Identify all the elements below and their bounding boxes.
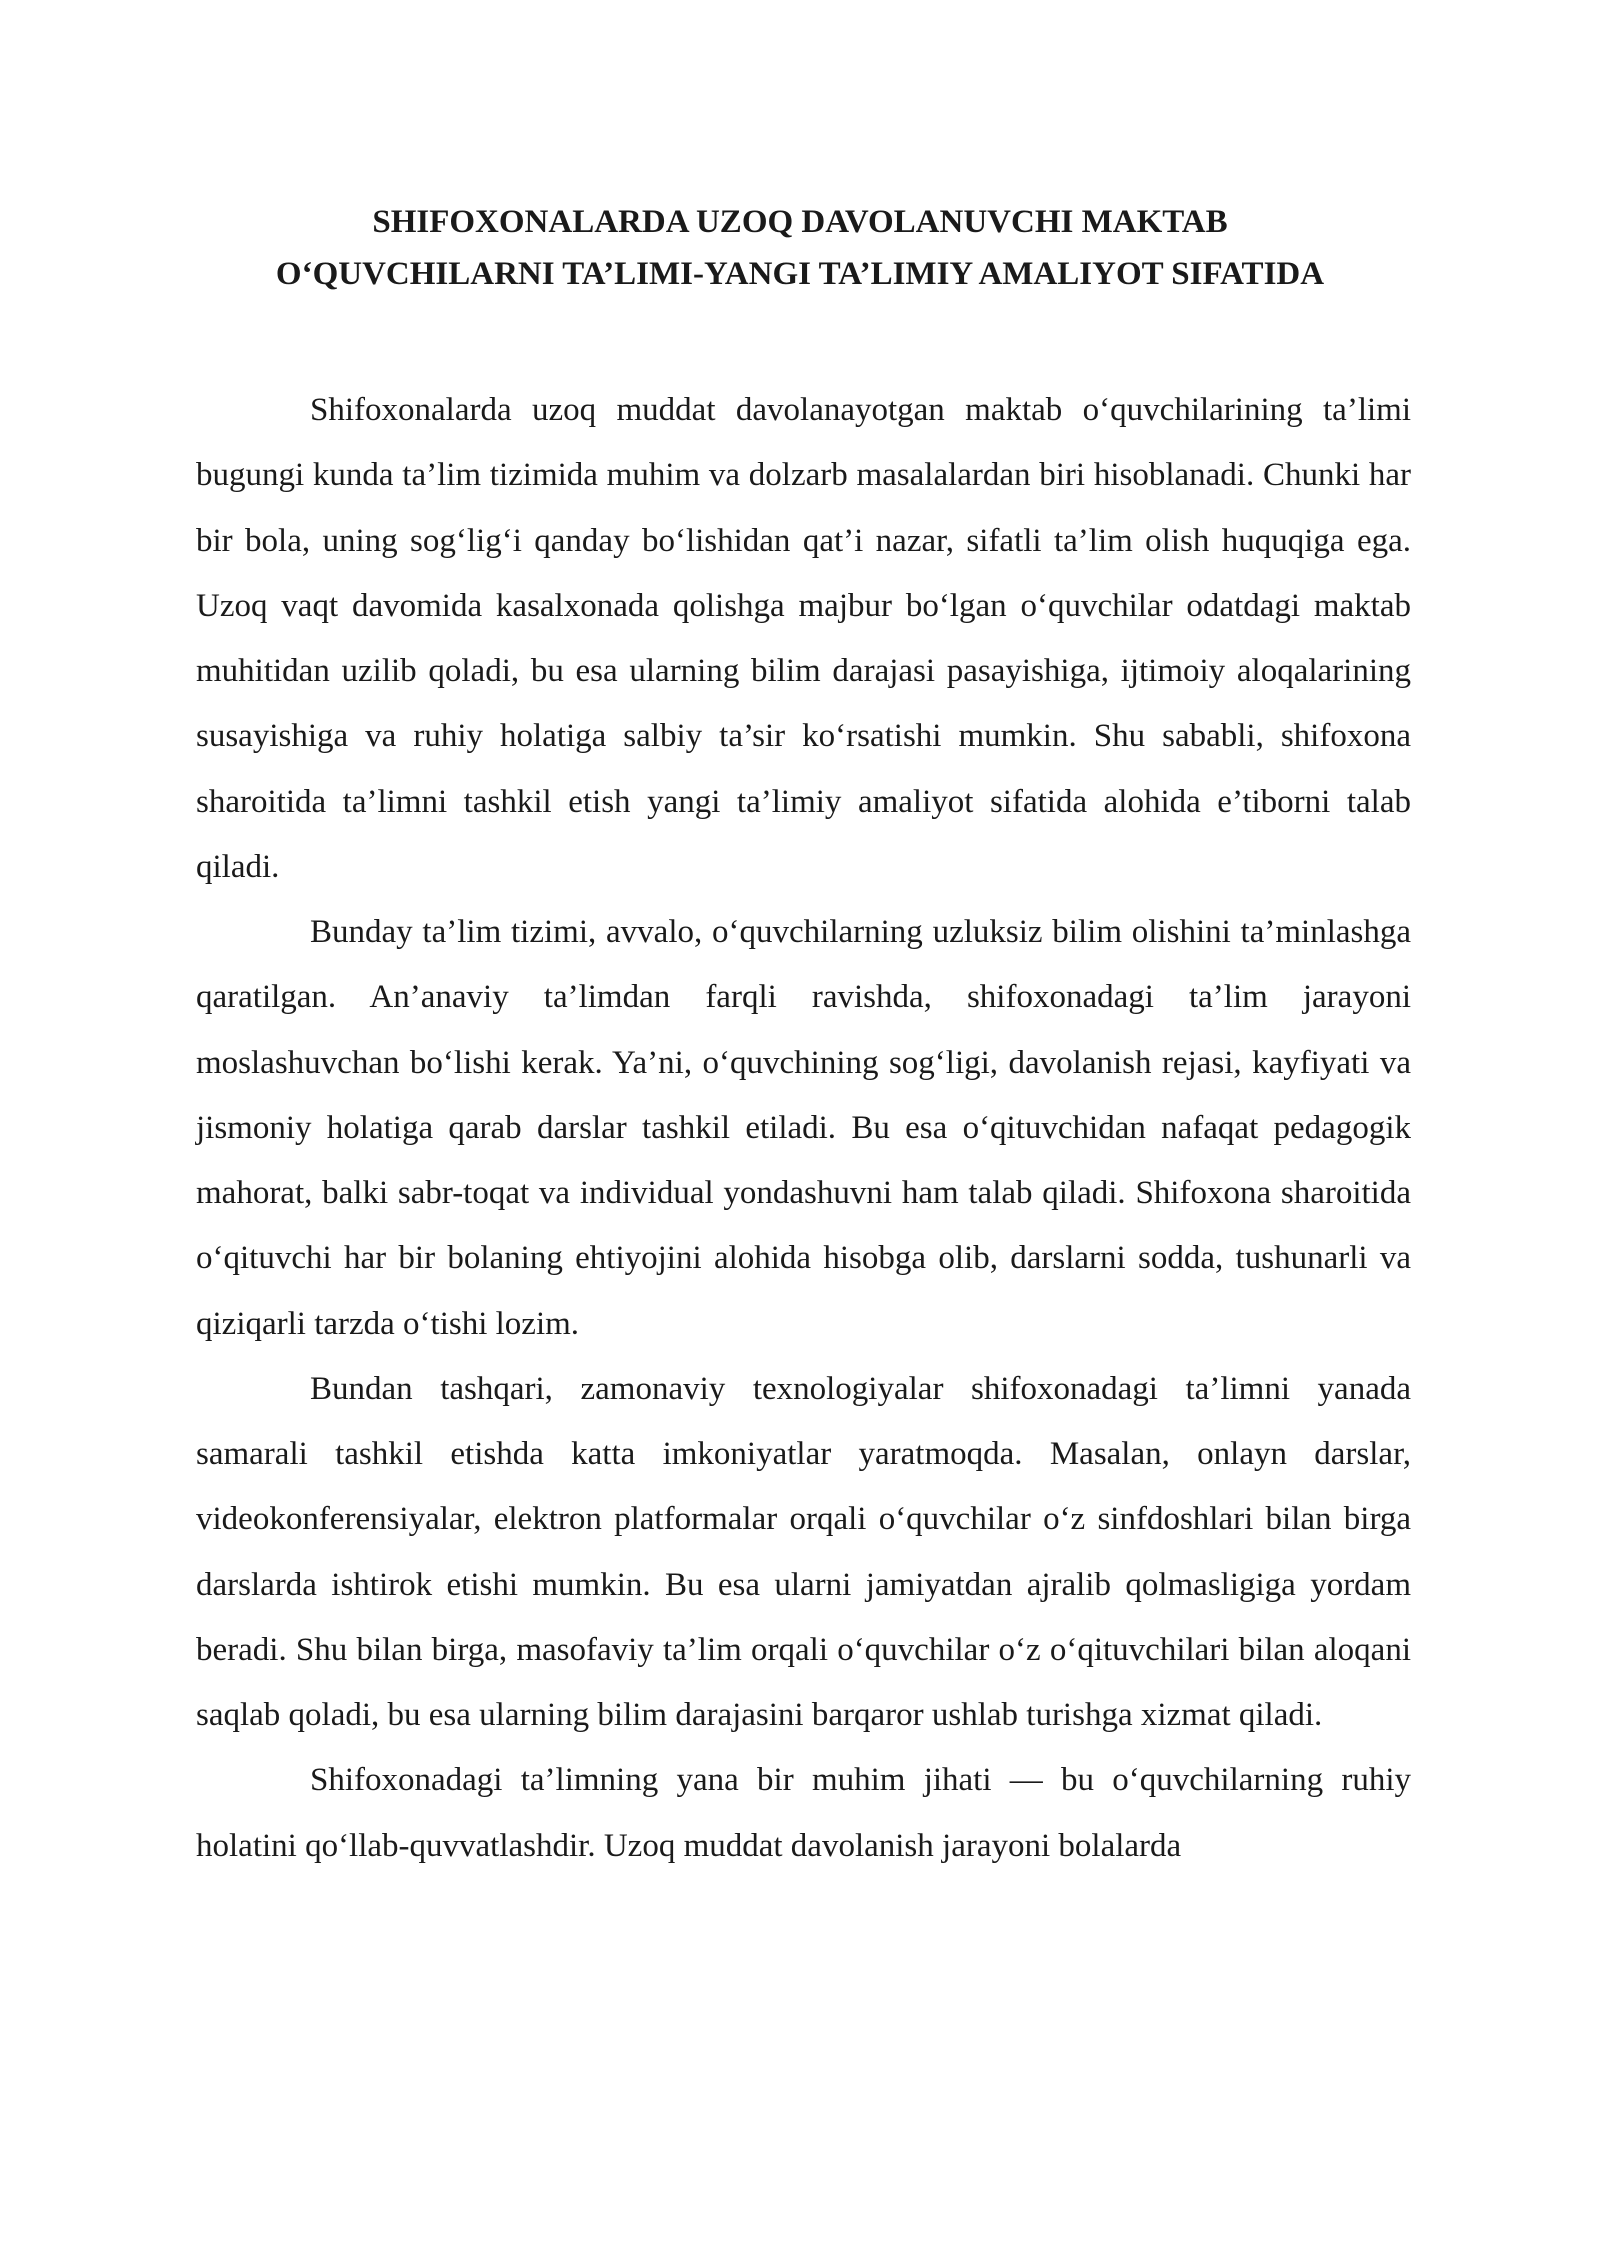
paragraph-4: Shifoxonadagi ta’limning yana bir muhim jihati — bu o‘quvchilarning ruhiy holatini qo‘llab-quvvatlashdir. Uzoq muddat davolanish jarayoni bolalarda <box>196 1762 1411 1864</box>
paragraph-2: Bunday ta’lim tizimi, avvalo, o‘quvchilarning uzluksiz bilim olishini ta’minlashga qaratilgan. An’anaviy ta’limdan farqli ravishda, shifoxonadagi ta’lim jarayoni moslashuvchan bo‘lishi kerak. Ya’ni, o‘quvchining sog‘ligi, davolanish rejasi, kayfiyati va jismoniy holatiga qarab darslar tashkil etiladi. Bu esa o‘qituvchidan nafaqat pedagogik mahorat, balki sabr-toqat va individual yondashuvni ham talab qiladi. Shifoxona sharoitida o‘qituvchi har bir bolaning ehtiyojini alohida hisobga olib, darslarni sodda, tushunarli va qiziqarli tarzda o‘tishi lozim. <box>196 914 1411 1342</box>
document-title <box>150 196 1450 300</box>
title-line-2: O‘QUVCHILARNI TA’LIMI-YANGI TA’LIMIY AMALIYOT SIFATIDA <box>275 256 1325 292</box>
paragraph-3: Bundan tashqari, zamonaviy texnologiyalar shifoxonadagi ta’limni yanada samarali tashkil etishda katta imkoniyatlar yaratmoqda. Masalan, onlayn darslar, videokonferensiyalar, elektron platformalar orqali o‘quvchilar o‘z sinfdoshlari bilan birga darslarda ishtirok etishi mumkin. Bu esa ularni jamiyatdan ajralib qolmasligiga yordam beradi. Shu bilan birga, masofaviy ta’lim orqali o‘quvchilar o‘z o‘qituvchilari bilan aloqani saqlab qoladi, bu esa ularning bilim darajasini barqaror ushlab turishga xizmat qiladi. <box>196 1370 1411 1733</box>
document-body <box>196 378 1411 1879</box>
title-line-1: SHIFOXONALARDA UZOQ DAVOLANUVCHI MAKTAB <box>372 204 1228 240</box>
paragraph-1: Shifoxonalarda uzoq muddat davolanayotgan maktab o‘quvchilarining ta’limi bugungi kunda ta’lim tizimida muhim va dolzarb masalalardan biri hisoblanadi. Chunki har bir bola, uning sog‘lig‘i qanday bo‘lishidan qat’i nazar, sifatli ta’lim olish huquqiga ega. Uzoq vaqt davomida kasalxonada qolishga majbur bo‘lgan o‘quvchilar odatdagi maktab muhitidan uzilib qoladi, bu esa ularning bilim darajasi pasayishiga, ijtimoiy aloqalarining susayishiga va ruhiy holatiga salbiy ta’sir ko‘rsatishi mumkin. Shu sababli, shifoxona sharoitida ta’limni tashkil etish yangi ta’limiy amaliyot sifatida alohida e’tiborni talab qiladi. <box>196 392 1411 885</box>
